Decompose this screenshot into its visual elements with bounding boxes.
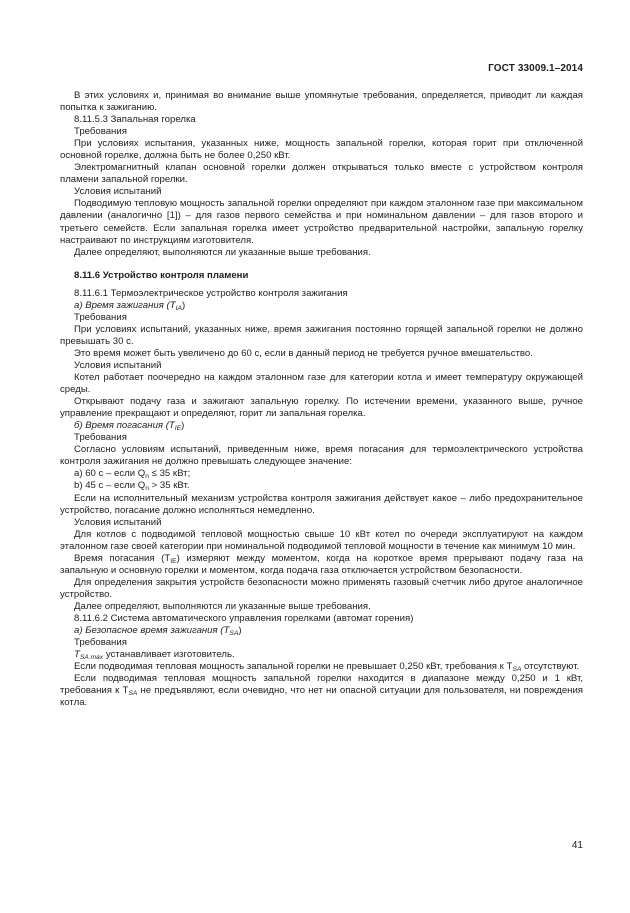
paragraph: При условиях испытания, указанных ниже, мощность запальной горелки, которая горит при отключенной основной горелке, должна быть не более 0,250 кВт. [60,138,583,162]
paragraph: Подводимую тепловую мощность запальной горелки определяют при каждом эталонном газе при максимальном давлении (аналогично [1]) – для газов первого семейства и при номинальном давлении – для газов второго и третьего семейств. Если запальная горелка имеет устройство предварительной настройки, запальную горелку настраивают по инструкциям изготовителя. [60,198,583,246]
paragraph: Условия испытаний [74,516,162,528]
paragraph: Это время может быть увеличено до 60 с, если в данный период не требуется ручное вмешательство. [74,347,533,359]
paragraph: В этих условиях и, принимая во внимание выше упомянутые требования, определяется, приводит ли каждая попытка к зажиганию. [60,90,583,114]
paragraph: Требования [74,126,127,138]
clause-heading: 8.11.5.3 Запальная горелка [74,114,196,126]
paragraph: Требования [74,432,127,444]
item-heading: а) Безопасное время зажигания $(T_{SA})$ [74,625,242,638]
paragraph: Согласно условиям испытаний, приведенным ниже, время погасания для термоэлектрического устройства контроля зажигания не должно превышать следующее значение: [60,444,583,468]
paragraph: Условия испытаний [74,359,162,371]
paragraph: Требования [74,637,127,649]
document-body [60,90,583,709]
paragraph: Котел работает поочередно на каждом эталонном газе для категории котла и имеет температуру окружающей среды. [60,372,583,396]
paragraph: Далее определяют, выполняются ли указанные выше требования. [74,246,371,258]
clause-heading: 8.11.6.2 Система автоматического управления горелками (автомат горения) [74,612,414,624]
paragraph: Если подводимая тепловая мощность запальной горелки находится в диапазоне между 0,250 и 1 кВт, требования к $T_{SA}$ не предъявляют, если очевидно, что нет ни опасной ситуации для пользователя, ни повреждения котла. [60,673,584,709]
paragraph: $T_{SA max}$ устанавливает изготовитель. [74,649,235,662]
item-heading: а) Время зажигания $(T_{IA})$ [74,299,186,312]
paragraph: Далее определяют, выполняются ли указанные выше требования. [74,600,371,612]
paragraph: Если подводимая тепловая мощность запальной горелки не превышает 0,250 кВт, требования к $T_{SA}$ отсутствуют. [74,661,580,674]
list-item: b) 45 с – если $Q_n > 35$ кВт. [74,480,190,493]
paragraph: Время погасания $(T_{IE})$ измеряют между моментом, когда на короткое время прерывают подачу газа на запальную и основную горелки и моментом, когда подача газа отключается устройством безопасности. [60,552,584,576]
clause-heading: 8.11.6.1 Термоэлектрическое устройство контроля зажигания [74,287,348,299]
paragraph: Для котлов с подводимой тепловой мощностью свыше 10 кВт котел по очереди эксплуатируют на каждом эталонном газе своей категории при номинальной подводимой тепловой мощности в течение как минимум 10 мин. [60,528,583,552]
paragraph: Открывают подачу газа и зажигают запальную горелку. По истечении времени, указанного выше, ручное управление прекращают и определяют, горит ли запальная горелка. [60,396,583,420]
list-item: а) 60 с – если $Q_n \le 35$ кВт; [74,468,191,481]
page-number: 41 [571,840,583,851]
paragraph: Электромагнитный клапан основной горелки должен открываться только вместе с устройством контроля пламени запальной горелки. [60,162,583,186]
paragraph: Условия испытаний [74,186,162,198]
document-header: ГОСТ 33009.1–2014 [488,63,583,74]
paragraph: При условиях испытаний, указанных ниже, время зажигания постоянно горящей запальной горелки не должно превышать 30 с. [60,323,583,347]
section-heading: 8.11.6 Устройство контроля пламени [74,269,249,281]
paragraph: Если на исполнительный механизм устройства контроля зажигания действует какое – либо предохранительное устройство, погасание должно исполняться немедленно. [60,492,583,516]
paragraph: Требования [74,311,127,323]
item-heading: б) Время погасания $(T_{IE})$ [74,420,185,433]
paragraph: Для определения закрытия устройств безопасности можно применять газовый счетчик либо другое аналогичное устройство. [60,576,583,600]
